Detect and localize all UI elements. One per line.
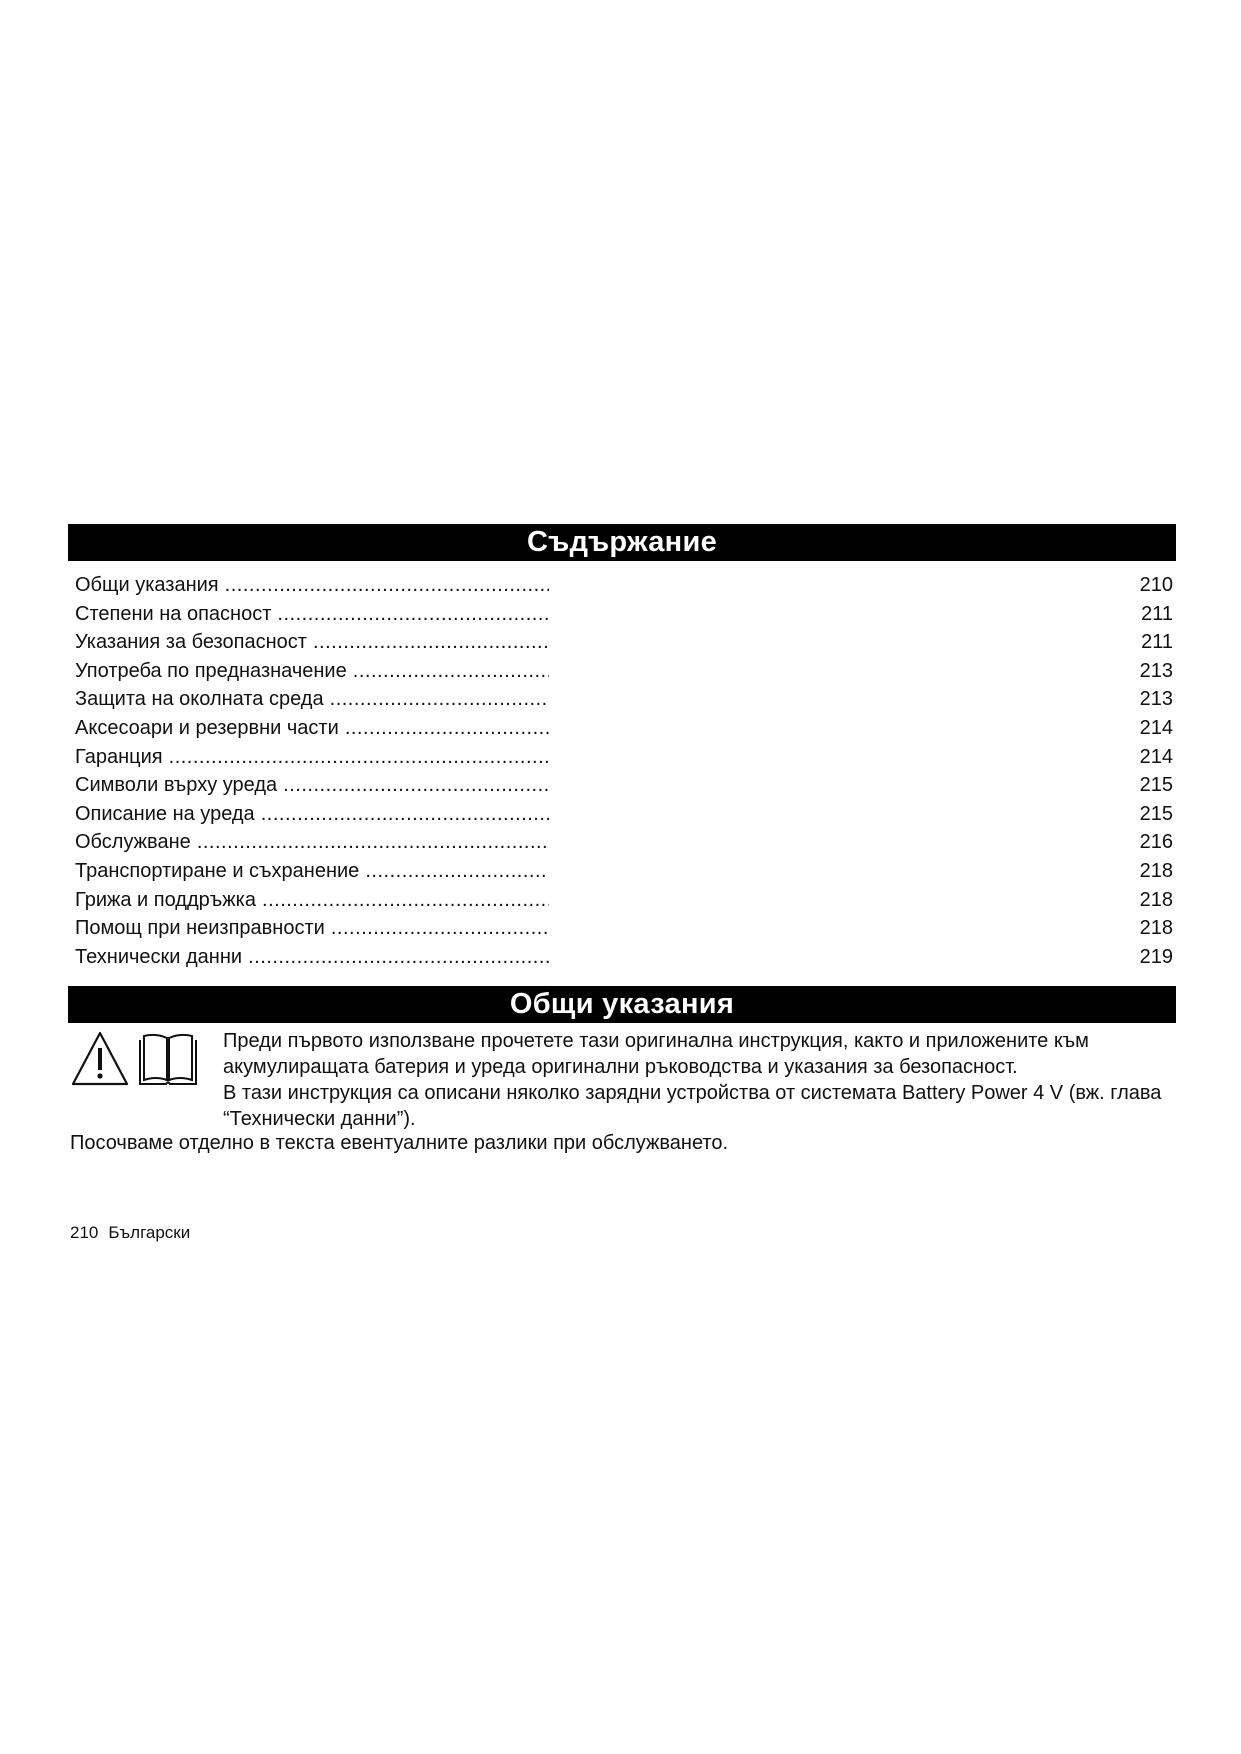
notice-text	[223, 1028, 1183, 1132]
toc-entry-title: Аксесоари и резервни части .....	[75, 714, 549, 743]
toc-entry[interactable]	[75, 800, 1175, 829]
notice-paragraph: Преди първото използване прочетете тази оригинална инструкция, както и приложените към акумулиращата батерия и уреда оригинални ръководства и указания за безопасност.	[223, 1030, 1089, 1078]
toc-entry-title: Транспортиране и съхранение .....	[75, 857, 549, 886]
toc-entry-title: Указания за безопасност .....	[75, 628, 549, 657]
toc-entry-title: Символи върху уреда .....	[75, 771, 549, 800]
toc-entry-page: 211	[1141, 631, 1173, 654]
toc-entry-title: Помощ при неизправности .....	[75, 914, 549, 943]
language-label: Български	[108, 1223, 191, 1242]
toc-entry-title: Грижа и поддръжка .....	[75, 886, 549, 915]
open-manual-icon	[136, 1030, 200, 1093]
toc-entry-page: 213	[1139, 659, 1173, 682]
toc-entry[interactable]	[75, 657, 1175, 686]
toc-entry-page: 215	[1139, 774, 1173, 797]
toc-entry-title: Общи указания .....	[75, 571, 549, 600]
toc-entry-page: 218	[1139, 917, 1173, 940]
notice-paragraph: В тази инструкция са описани няколко зарядни устройства от системата Battery Power 4 V (вж. глава “Технически данни”).	[223, 1082, 1162, 1130]
toc-entry-title: Гаранция .....	[75, 743, 549, 772]
toc-entry-title: Степени на опасност .....	[75, 600, 549, 629]
toc-entry[interactable]	[75, 714, 1175, 743]
toc-entry[interactable]	[75, 828, 1175, 857]
page-footer	[70, 1222, 190, 1244]
notice-icons	[70, 1030, 202, 1088]
toc-entry-page: 215	[1139, 802, 1173, 825]
toc-entry-page: 218	[1139, 888, 1173, 911]
toc-entry-page: 211	[1141, 602, 1173, 625]
toc-heading: Съдържание	[68, 524, 1176, 561]
toc-entry[interactable]	[75, 914, 1175, 943]
toc-entry-page: 210	[1139, 574, 1173, 596]
toc-entry-title: Употреба по предназначение .....	[75, 657, 549, 686]
toc-entry-page: 214	[1139, 745, 1173, 768]
warning-triangle-icon	[70, 1030, 130, 1093]
toc-entry[interactable]	[75, 600, 1175, 629]
toc-entry[interactable]	[75, 685, 1175, 714]
toc-entry-page: 216	[1139, 831, 1173, 854]
toc-entry-page: 219	[1139, 945, 1173, 968]
toc-entry[interactable]	[75, 771, 1175, 800]
toc-entry[interactable]	[75, 943, 1175, 972]
toc-entry-page: 218	[1139, 859, 1173, 882]
toc-entry-page: 214	[1139, 716, 1173, 739]
toc-entry-page: 213	[1139, 688, 1173, 711]
toc-entry-title: Защита на околната среда .....	[75, 685, 549, 714]
toc-entry-title: Описание на уреда .....	[75, 800, 549, 829]
general-notes-heading: Общи указания	[68, 986, 1176, 1023]
toc-entry-title: Технически данни .....	[75, 943, 549, 972]
toc-entry[interactable]	[75, 571, 1175, 600]
toc-entry[interactable]	[75, 743, 1175, 772]
toc-entry[interactable]	[75, 886, 1175, 915]
toc-entry-title: Обслужване .....	[75, 828, 549, 857]
toc-entry[interactable]	[75, 628, 1175, 657]
table-of-contents	[75, 571, 1175, 971]
page-number: 210	[70, 1223, 99, 1242]
notice-paragraph: Посочваме отделно в текста евентуалните разлики при обслужването.	[70, 1132, 729, 1154]
toc-entry[interactable]	[75, 857, 1175, 886]
